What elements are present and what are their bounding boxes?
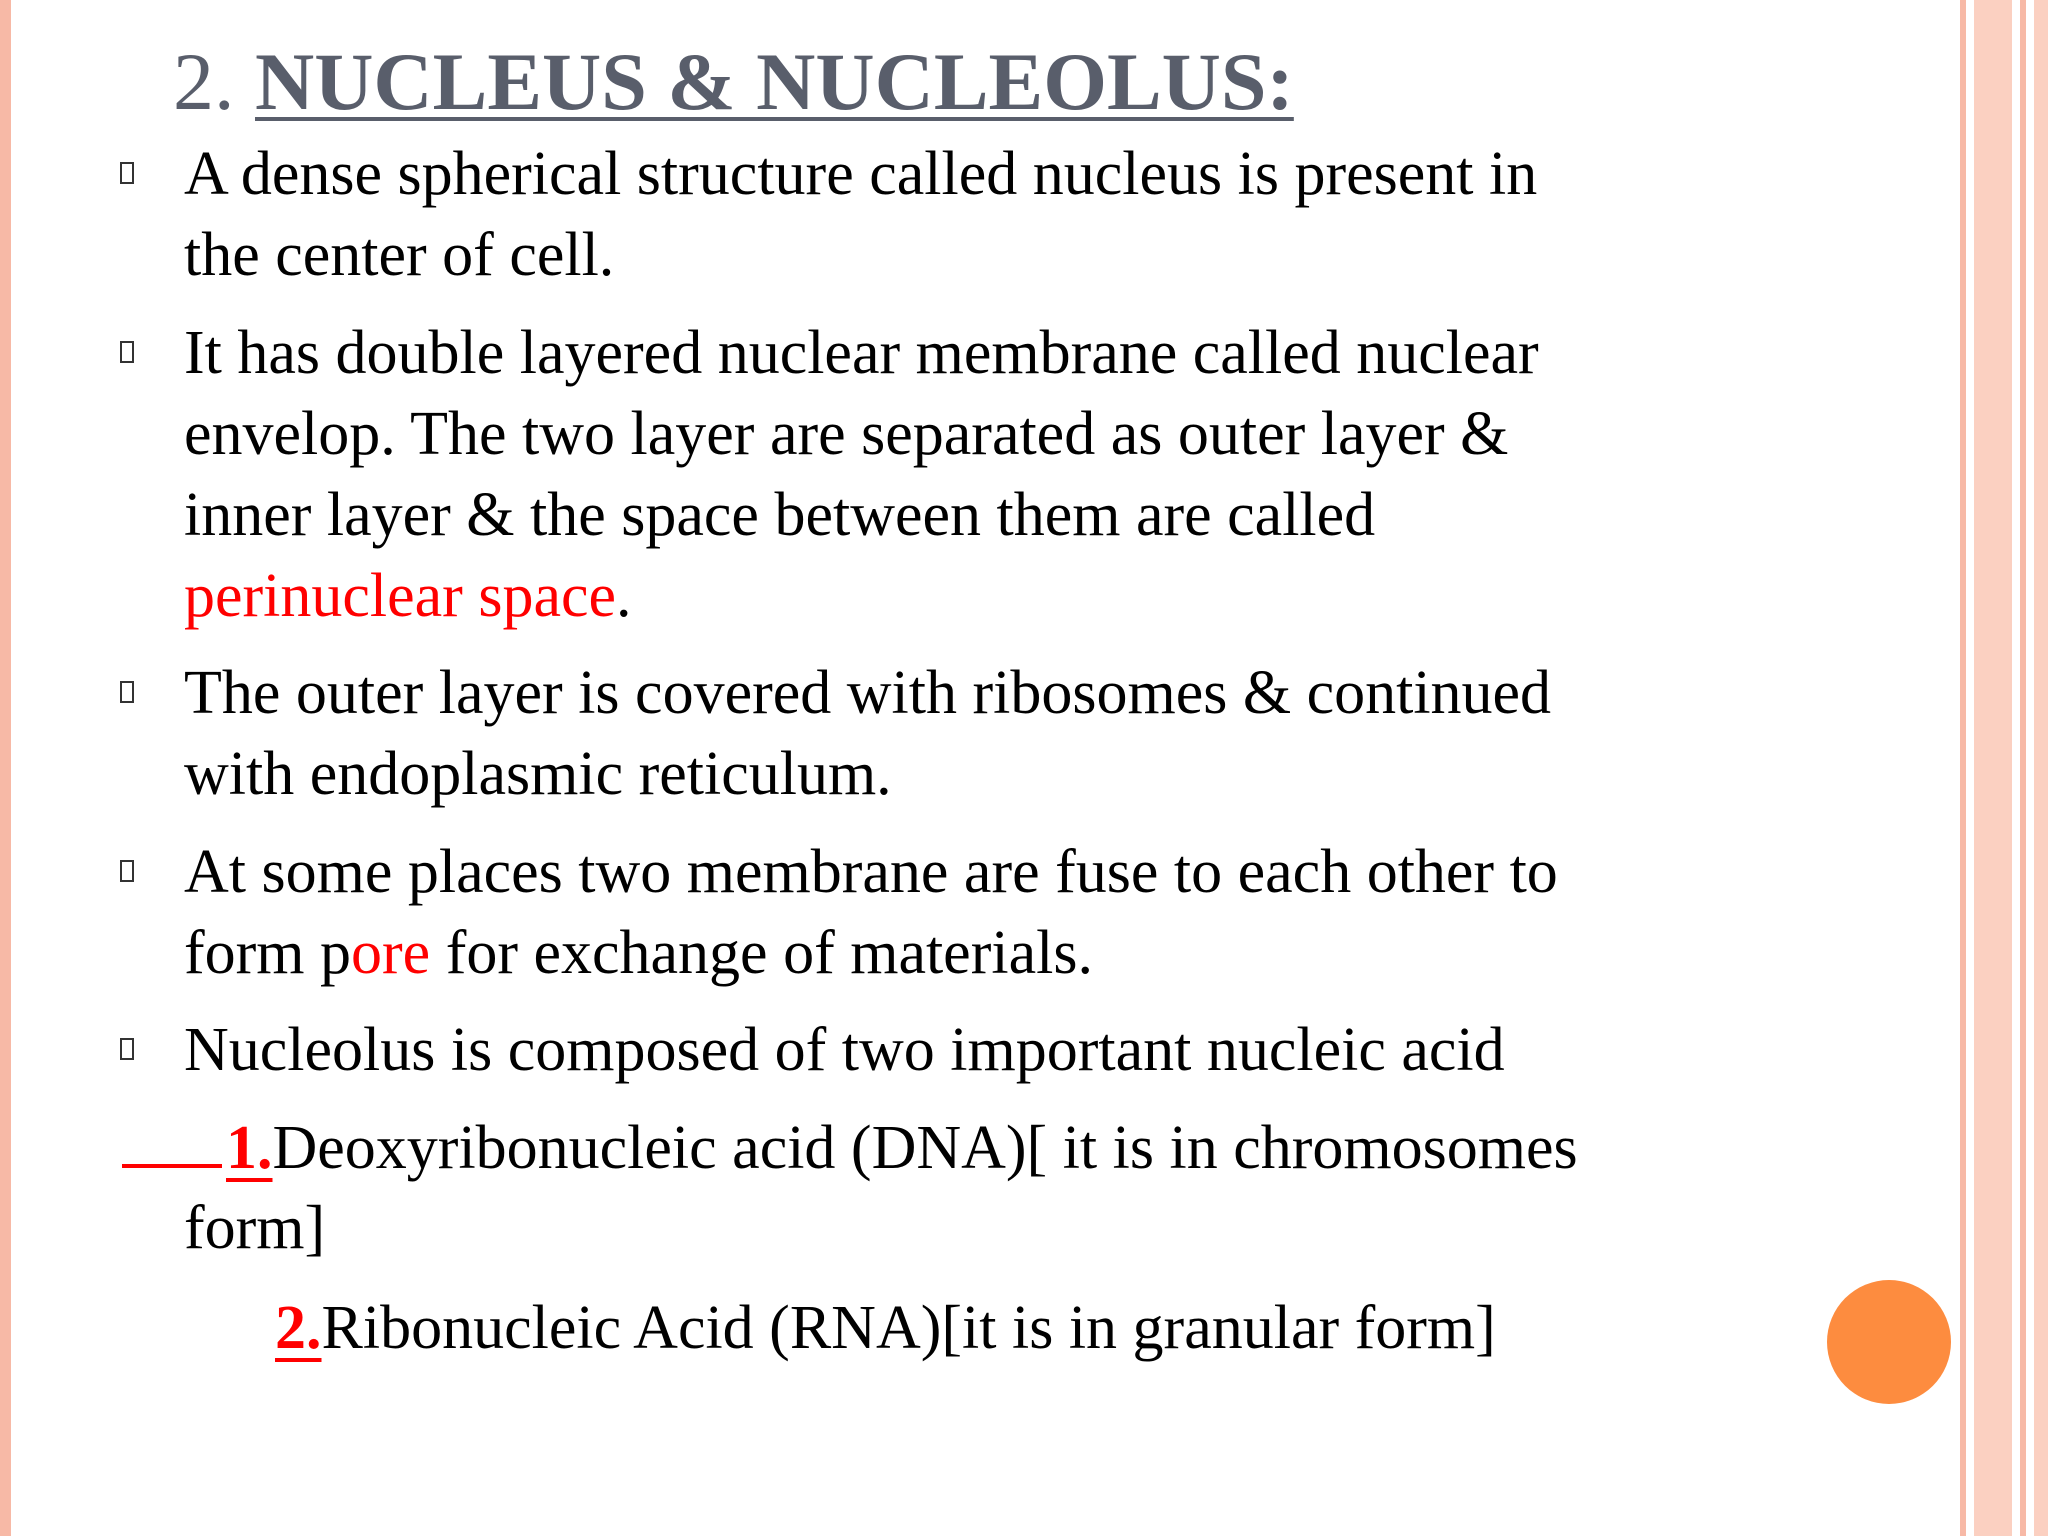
list-number: 2. <box>275 1294 322 1362</box>
bullet-line-start: form p <box>184 919 352 987</box>
bullet-line: with endoplasmic reticulum. <box>184 740 892 808</box>
title-main: NUCLEUS & NUCLEOLUS: <box>255 36 1294 127</box>
bullet-line: A dense spherical structure called nucleus is present in <box>184 140 1538 208</box>
list-item-text: Ribonucleic Acid (RNA)[it is in granular form] <box>321 1294 1496 1362</box>
list-item-dna-continuation <box>184 1188 325 1269</box>
right-decorative-stripe <box>1960 0 1966 1536</box>
bullet-line: Nucleolus is composed of two important nucleic acid <box>184 1016 1505 1084</box>
list-item-text-continuation: form] <box>184 1194 326 1262</box>
orange-circle-decoration <box>1827 1280 1951 1404</box>
bullet-box-icon <box>120 681 134 703</box>
bullet-line: At some places two membrane are fuse to each other to <box>184 838 1558 906</box>
bullet-text <box>184 1010 1824 1091</box>
bullet-line: inner layer & the space between them are called <box>184 481 1376 549</box>
title-number: 2. <box>173 36 255 127</box>
bullet-box-icon <box>120 860 134 882</box>
highlight-pore: ore <box>351 919 431 987</box>
bullet-line-end: . <box>616 562 632 630</box>
bullet-box-icon <box>120 1038 134 1060</box>
bullet-text <box>184 313 1824 637</box>
list-item-text: Deoxyribonucleic acid (DNA)[ it is in chromosomes <box>272 1114 1578 1182</box>
slide-title <box>173 28 1294 136</box>
bullet-box-icon <box>120 341 134 363</box>
bullet-line: It has double layered nuclear membrane called nuclear <box>184 319 1539 387</box>
bullet-line: the center of cell. <box>184 221 615 289</box>
right-decorative-edge <box>2034 0 2048 1536</box>
bullet-text <box>184 653 1824 815</box>
bullet-text <box>184 832 1824 994</box>
right-decorative-stripe-outer <box>2020 0 2026 1536</box>
bullet-line: The outer layer is covered with ribosomes & continued <box>184 659 1552 727</box>
left-decorative-stripe <box>0 0 11 1536</box>
bullet-line-end: for exchange of materials. <box>430 919 1093 987</box>
highlight-perinuclear-space: perinuclear space <box>184 562 617 630</box>
bullet-line <box>184 556 1824 637</box>
number-underline-lead <box>122 1146 222 1168</box>
bullet-box-icon <box>120 162 134 184</box>
list-number: 1. <box>226 1114 273 1182</box>
list-item-rna <box>275 1288 1496 1369</box>
right-decorative-band <box>1974 0 2012 1536</box>
bullet-text <box>184 134 1824 296</box>
bullet-line <box>184 913 1824 994</box>
bullet-line: envelop. The two layer are separated as outer layer & <box>184 400 1509 468</box>
list-item-dna <box>122 1108 1578 1189</box>
